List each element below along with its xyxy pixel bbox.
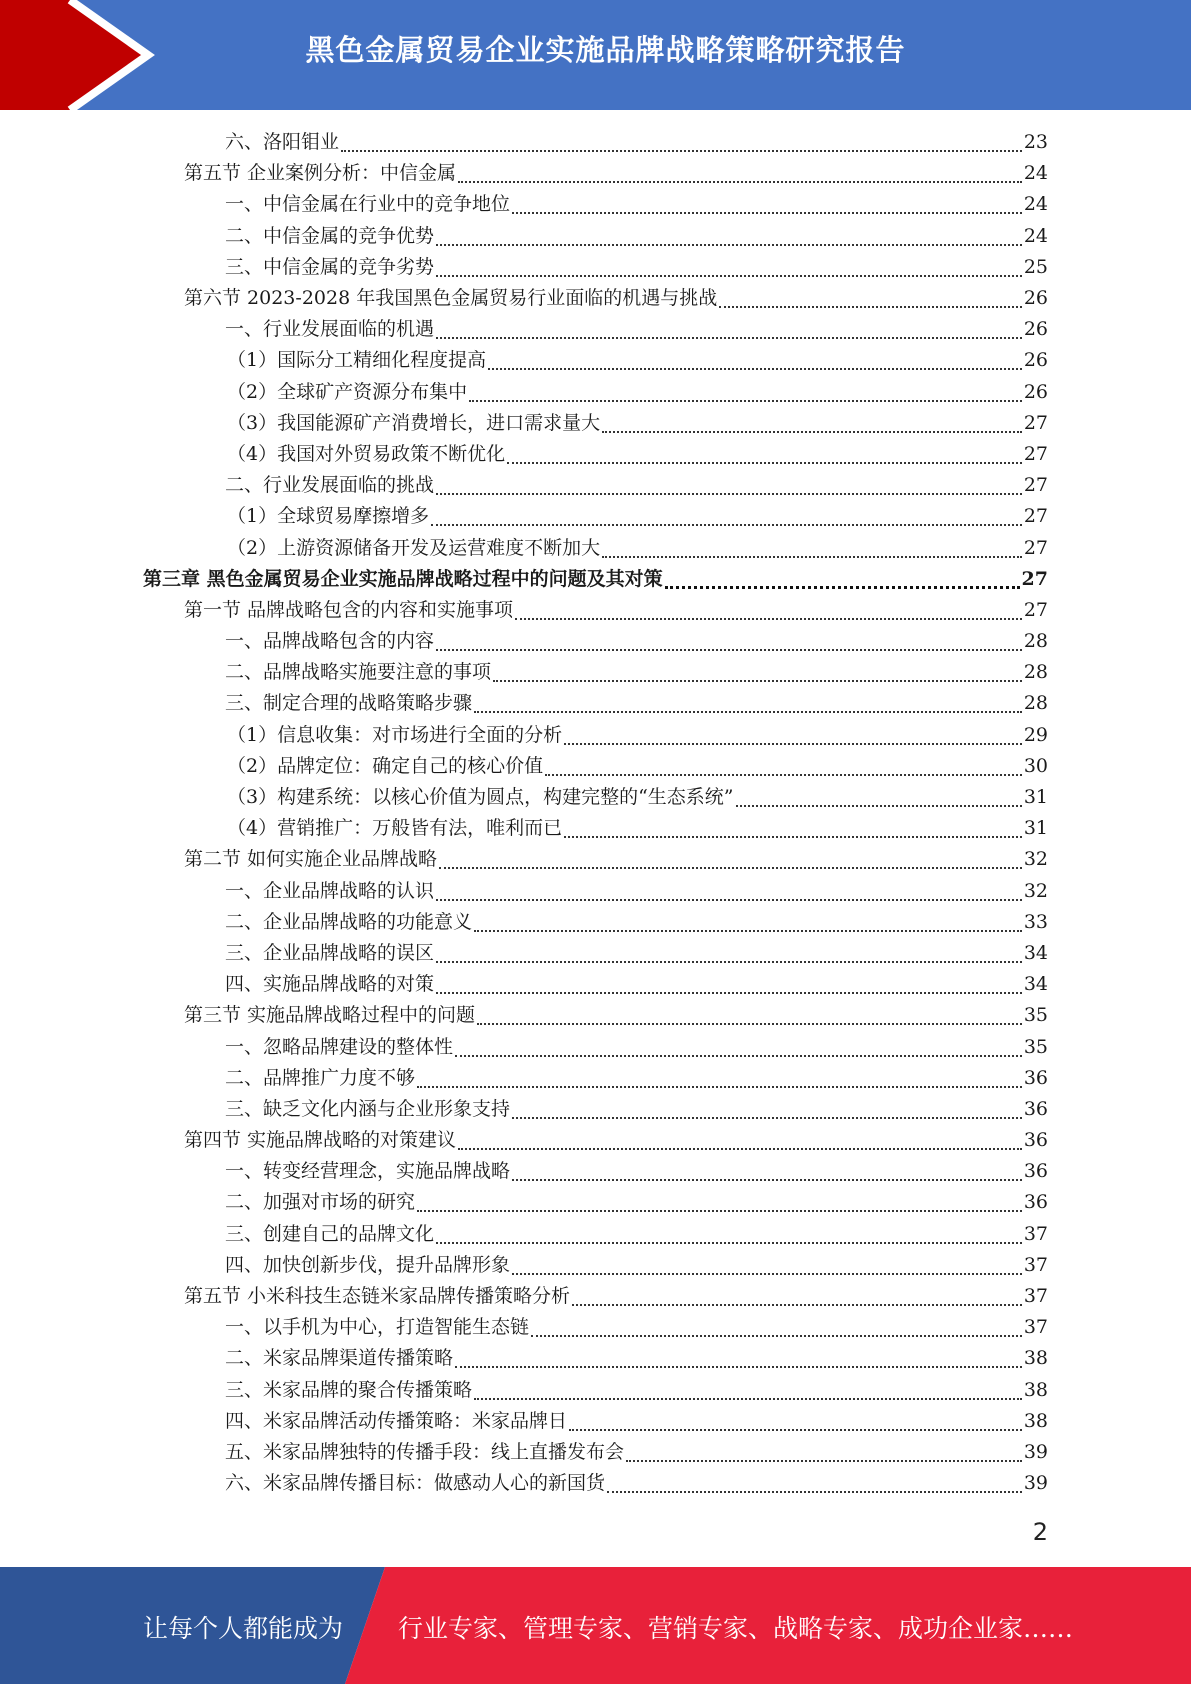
toc-entry-label: 第六节 2023-2028 年我国黑色金属贸易行业面临的机遇与挑战 xyxy=(184,287,718,310)
toc-page-number: 27 xyxy=(1023,598,1048,621)
toc-dot-leader xyxy=(436,1241,1022,1244)
toc-page-number: 36 xyxy=(1023,1097,1048,1120)
toc-section-entry[interactable] xyxy=(0,1281,1191,1312)
toc-entry-label: 二、中信金属的竞争优势 xyxy=(225,224,435,247)
toc-entry-label: 一、以手机为中心，打造智能生态链 xyxy=(225,1316,530,1339)
toc-entry-label: 二、品牌推广力度不够 xyxy=(225,1066,416,1089)
page-number: 2 xyxy=(1032,1518,1048,1546)
toc-subsection-entry[interactable] xyxy=(0,688,1191,719)
toc-subsection-entry[interactable] xyxy=(0,876,1191,907)
toc-subsection-entry[interactable] xyxy=(0,1031,1191,1062)
toc-section-entry[interactable] xyxy=(0,1125,1191,1156)
toc-subsection-entry[interactable] xyxy=(0,782,1191,813)
toc-subsection-entry[interactable] xyxy=(0,1187,1191,1218)
toc-entry-label: （1）国际分工精细化程度提高 xyxy=(227,349,487,372)
toc-page-number: 38 xyxy=(1023,1409,1048,1432)
toc-page-number: 27 xyxy=(1023,505,1048,528)
toc-subsection-entry[interactable] xyxy=(0,1250,1191,1281)
toc-page-number: 24 xyxy=(1023,193,1048,216)
toc-dot-leader xyxy=(436,492,1022,495)
toc-dot-leader xyxy=(512,1116,1022,1119)
toc-entry-label: （2）全球矿产资源分布集中 xyxy=(227,380,468,403)
toc-entry-label: 六、洛阳钼业 xyxy=(225,131,340,154)
footer-slogan-left: 让每个人都能成为 xyxy=(143,1614,344,1643)
toc-dot-leader xyxy=(531,1334,1022,1337)
toc-entry-label: （3）构建系统：以核心价值为圆点，构建完整的“生态系统” xyxy=(227,786,734,809)
report-title: 黑色金属贸易企业实施品牌战略策略研究报告 xyxy=(305,33,906,67)
toc-page-number: 35 xyxy=(1023,1035,1048,1058)
toc-subsection-entry[interactable] xyxy=(0,1094,1191,1125)
toc-subsection-entry[interactable] xyxy=(0,221,1191,252)
toc-entry-label: 三、缺乏文化内涵与企业形象支持 xyxy=(225,1097,511,1120)
toc-page-number: 31 xyxy=(1023,786,1048,809)
toc-subsection-entry[interactable] xyxy=(0,501,1191,532)
toc-subsection-entry[interactable] xyxy=(0,751,1191,782)
toc-entry-label: 二、加强对市场的研究 xyxy=(225,1191,416,1214)
toc-subsection-entry[interactable] xyxy=(0,470,1191,501)
toc-entry-label: 二、品牌战略实施要注意的事项 xyxy=(225,661,492,684)
toc-subsection-entry[interactable] xyxy=(0,1063,1191,1094)
page-header xyxy=(0,0,1191,110)
toc-page-number: 36 xyxy=(1023,1066,1048,1089)
toc-entry-label: 四、加快创新步伐，提升品牌形象 xyxy=(225,1253,511,1276)
toc-dot-leader xyxy=(431,523,1022,526)
toc-subsection-entry[interactable] xyxy=(0,377,1191,408)
toc-entry-label: 第二节 如何实施企业品牌战略 xyxy=(184,848,438,871)
toc-dot-leader xyxy=(512,1178,1022,1181)
toc-dot-leader xyxy=(417,1085,1022,1088)
toc-entry-label: 三、企业品牌战略的误区 xyxy=(225,941,435,964)
toc-entry-label: 第四节 实施品牌战略的对策建议 xyxy=(184,1129,457,1152)
toc-dot-leader xyxy=(436,960,1022,963)
toc-entry-label: 二、米家品牌渠道传播策略 xyxy=(225,1347,454,1370)
toc-entry-label: （3）我国能源矿产消费增长，进口需求量大 xyxy=(227,411,601,434)
toc-page-number: 27 xyxy=(1023,442,1048,465)
toc-entry-label: 三、米家品牌的聚合传播策略 xyxy=(225,1378,473,1401)
toc-page-number: 26 xyxy=(1023,349,1048,372)
toc-subsection-entry[interactable] xyxy=(0,408,1191,439)
toc-page-number: 27 xyxy=(1023,411,1048,434)
toc-page-number: 27 xyxy=(1023,536,1048,559)
toc-subsection-entry[interactable] xyxy=(0,1468,1191,1499)
toc-page-number: 24 xyxy=(1023,162,1048,185)
toc-subsection-entry[interactable] xyxy=(0,532,1191,563)
toc-page-number: 27 xyxy=(1023,474,1048,497)
toc-entry-label: 五、米家品牌独特的传播手段：线上直播发布会 xyxy=(225,1440,625,1463)
toc-page-number: 28 xyxy=(1023,630,1048,653)
toc-entry-label: （2）上游资源储备开发及运营难度不断加大 xyxy=(227,536,601,559)
toc-dot-leader xyxy=(436,243,1022,246)
toc-entry-label: 一、转变经营理念，实施品牌战略 xyxy=(225,1160,511,1183)
toc-page-number: 37 xyxy=(1023,1222,1048,1245)
toc-entry-label: 一、企业品牌战略的认识 xyxy=(225,879,435,902)
toc-dot-leader xyxy=(607,1490,1022,1493)
toc-page-number: 34 xyxy=(1023,973,1048,996)
toc-dot-leader xyxy=(341,149,1022,152)
toc-entry-label: 三、制定合理的战略策略步骤 xyxy=(225,692,473,715)
toc-entry-label: （4）营销推广：万般皆有法，唯利而已 xyxy=(227,817,563,840)
toc-entry-label: 第三节 实施品牌战略过程中的问题 xyxy=(184,1004,476,1027)
toc-entry-label: 六、米家品牌传播目标：做感动人心的新国货 xyxy=(225,1472,606,1495)
toc-subsection-entry[interactable] xyxy=(0,1375,1191,1406)
toc-entry-label: 四、米家品牌活动传播策略：米家品牌日 xyxy=(225,1409,568,1432)
toc-entry-label: 四、实施品牌战略的对策 xyxy=(225,973,435,996)
toc-page-number: 33 xyxy=(1023,910,1048,933)
toc-dot-leader xyxy=(477,1022,1022,1025)
toc-subsection-entry[interactable] xyxy=(0,813,1191,844)
toc-subsection-entry[interactable] xyxy=(0,1312,1191,1343)
toc-page-number: 32 xyxy=(1023,879,1048,902)
toc-dot-leader xyxy=(436,991,1022,994)
toc-section-entry[interactable] xyxy=(0,844,1191,875)
toc-page-number: 37 xyxy=(1023,1253,1048,1276)
toc-dot-leader xyxy=(474,710,1022,713)
toc-dot-leader xyxy=(602,430,1022,433)
toc-dot-leader xyxy=(602,555,1022,558)
footer-slogan-right: 行业专家、管理专家、营销专家、战略专家、成功企业家…… xyxy=(398,1614,1074,1643)
toc-subsection-entry[interactable] xyxy=(0,1437,1191,1468)
toc-page-number: 28 xyxy=(1023,692,1048,715)
toc-dot-leader xyxy=(572,1303,1022,1306)
table-of-contents xyxy=(0,127,1191,1499)
toc-dot-leader xyxy=(474,1397,1022,1400)
toc-dot-leader xyxy=(436,336,1022,339)
toc-page-number: 26 xyxy=(1023,380,1048,403)
toc-subsection-entry[interactable] xyxy=(0,1406,1191,1437)
toc-page-number: 23 xyxy=(1023,131,1048,154)
toc-dot-leader xyxy=(439,866,1022,869)
toc-dot-leader xyxy=(474,929,1022,932)
toc-dot-leader xyxy=(564,742,1022,745)
toc-dot-leader xyxy=(458,1147,1022,1150)
toc-entry-label: （1）全球贸易摩擦增多 xyxy=(227,505,430,528)
toc-chapter-entry[interactable] xyxy=(0,564,1191,595)
toc-entry-label: 第五节 小米科技生态链米家品牌传播策略分析 xyxy=(184,1285,571,1308)
toc-dot-leader xyxy=(458,180,1022,183)
toc-entry-label: 第一节 品牌战略包含的内容和实施事项 xyxy=(184,598,514,621)
toc-page-number: 27 xyxy=(1021,567,1048,590)
toc-subsection-entry[interactable] xyxy=(0,626,1191,657)
toc-page-number: 36 xyxy=(1023,1191,1048,1214)
toc-page-number: 31 xyxy=(1023,817,1048,840)
toc-page-number: 36 xyxy=(1023,1160,1048,1183)
toc-page-number: 39 xyxy=(1023,1472,1048,1495)
toc-subsection-entry[interactable] xyxy=(0,657,1191,688)
toc-page-number: 25 xyxy=(1023,255,1048,278)
toc-dot-leader xyxy=(436,274,1022,277)
toc-dot-leader xyxy=(436,648,1022,651)
toc-page-number: 39 xyxy=(1023,1440,1048,1463)
toc-page-number: 28 xyxy=(1023,661,1048,684)
page-footer xyxy=(0,1567,1191,1684)
toc-page-number: 35 xyxy=(1023,1004,1048,1027)
toc-entry-label: 二、企业品牌战略的功能意义 xyxy=(225,910,473,933)
toc-dot-leader xyxy=(469,399,1022,402)
toc-subsection-entry[interactable] xyxy=(0,439,1191,470)
toc-subsection-entry[interactable] xyxy=(0,252,1191,283)
toc-dot-leader xyxy=(507,461,1022,464)
toc-dot-leader xyxy=(417,1209,1022,1212)
toc-dot-leader xyxy=(512,211,1022,214)
toc-dot-leader xyxy=(515,617,1022,620)
toc-dot-leader xyxy=(455,1365,1022,1368)
toc-dot-leader xyxy=(719,305,1022,308)
toc-dot-leader xyxy=(512,1272,1022,1275)
toc-entry-label: 一、忽略品牌建设的整体性 xyxy=(225,1035,454,1058)
toc-dot-leader xyxy=(665,585,1020,589)
toc-entry-label: 三、中信金属的竞争劣势 xyxy=(225,255,435,278)
toc-section-entry[interactable] xyxy=(0,158,1191,189)
toc-dot-leader xyxy=(736,804,1022,807)
toc-subsection-entry[interactable] xyxy=(0,314,1191,345)
toc-entry-label: 一、行业发展面临的机遇 xyxy=(225,318,435,341)
toc-subsection-entry[interactable] xyxy=(0,1343,1191,1374)
toc-page-number: 24 xyxy=(1023,224,1048,247)
toc-subsection-entry[interactable] xyxy=(0,127,1191,158)
toc-page-number: 38 xyxy=(1023,1347,1048,1370)
toc-subsection-entry[interactable] xyxy=(0,938,1191,969)
toc-entry-label: 第五节 企业案例分析：中信金属 xyxy=(184,162,457,185)
toc-subsection-entry[interactable] xyxy=(0,1156,1191,1187)
toc-page-number: 26 xyxy=(1023,318,1048,341)
toc-page-number: 37 xyxy=(1023,1285,1048,1308)
toc-page-number: 37 xyxy=(1023,1316,1048,1339)
toc-page-number: 26 xyxy=(1023,287,1048,310)
toc-dot-leader xyxy=(626,1459,1022,1462)
toc-dot-leader xyxy=(493,679,1022,682)
toc-section-entry[interactable] xyxy=(0,1000,1191,1031)
toc-entry-label: （2）品牌定位：确定自己的核心价值 xyxy=(227,754,544,777)
toc-subsection-entry[interactable] xyxy=(0,720,1191,751)
toc-entry-label: （1）信息收集：对市场进行全面的分析 xyxy=(227,723,563,746)
toc-dot-leader xyxy=(455,1054,1022,1057)
toc-dot-leader xyxy=(564,835,1022,838)
toc-page-number: 38 xyxy=(1023,1378,1048,1401)
toc-entry-label: 一、品牌战略包含的内容 xyxy=(225,630,435,653)
toc-entry-label: 第三章 黑色金属贸易企业实施品牌战略过程中的问题及其对策 xyxy=(143,567,663,590)
toc-dot-leader xyxy=(569,1428,1022,1431)
toc-subsection-entry[interactable] xyxy=(0,907,1191,938)
toc-subsection-entry[interactable] xyxy=(0,345,1191,376)
toc-subsection-entry[interactable] xyxy=(0,189,1191,220)
toc-subsection-entry[interactable] xyxy=(0,1219,1191,1250)
toc-section-entry[interactable] xyxy=(0,283,1191,314)
toc-page-number: 36 xyxy=(1023,1129,1048,1152)
toc-page-number: 34 xyxy=(1023,941,1048,964)
toc-section-entry[interactable] xyxy=(0,595,1191,626)
toc-dot-leader xyxy=(545,773,1022,776)
toc-page-number: 29 xyxy=(1023,723,1048,746)
toc-entry-label: 三、创建自己的品牌文化 xyxy=(225,1222,435,1245)
toc-entry-label: 二、行业发展面临的挑战 xyxy=(225,474,435,497)
toc-dot-leader xyxy=(488,367,1022,370)
toc-subsection-entry[interactable] xyxy=(0,969,1191,1000)
toc-dot-leader xyxy=(436,898,1022,901)
toc-page-number: 30 xyxy=(1023,754,1048,777)
toc-page-number: 32 xyxy=(1023,848,1048,871)
toc-entry-label: 一、中信金属在行业中的竞争地位 xyxy=(225,193,511,216)
toc-entry-label: （4）我国对外贸易政策不断优化 xyxy=(227,442,506,465)
